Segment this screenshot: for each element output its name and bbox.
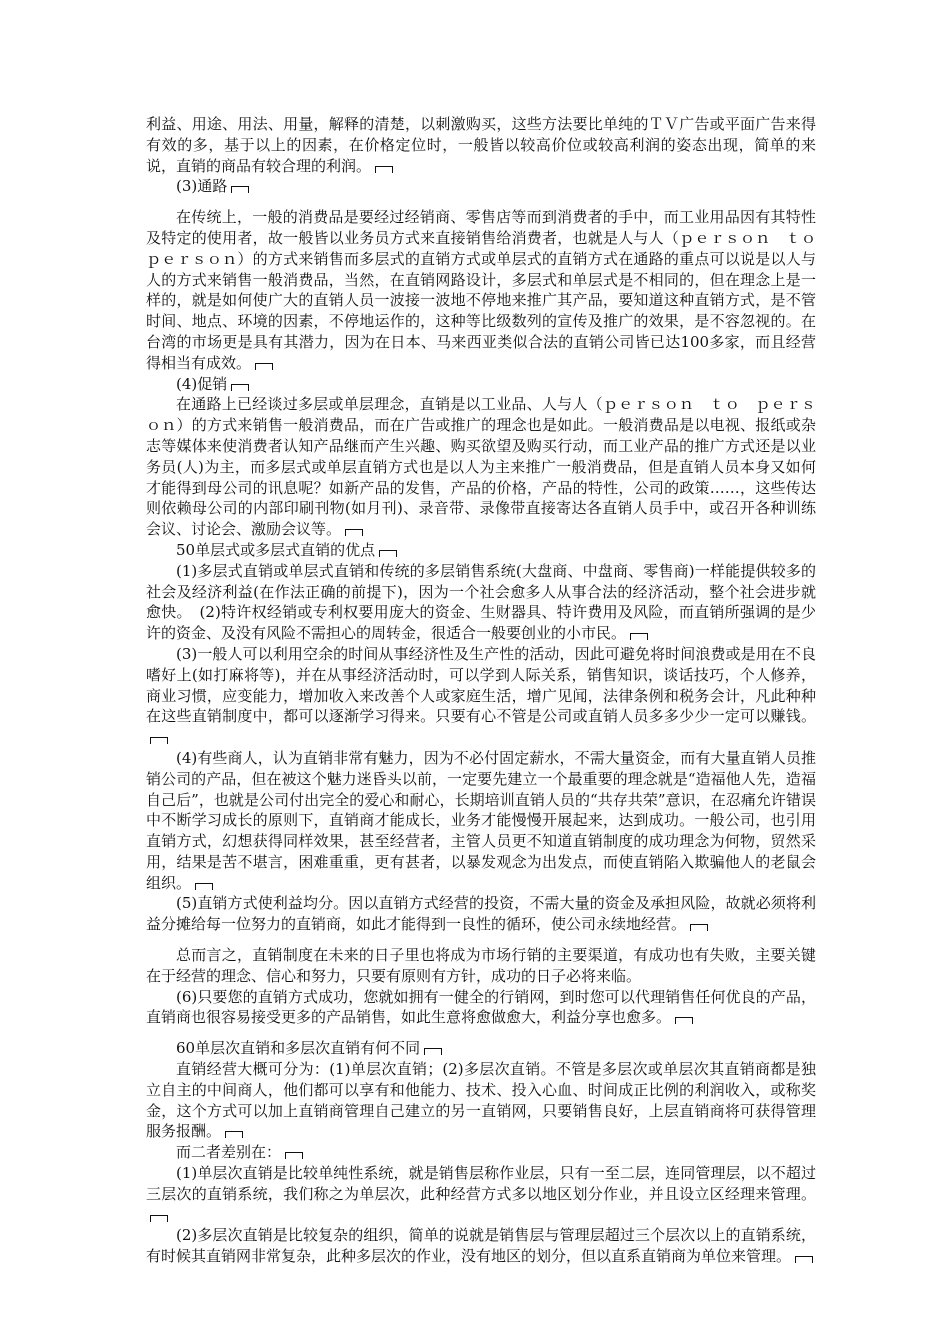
section-heading: (4)促销 bbox=[146, 374, 816, 395]
paragraph: (5)直销方式使利益均分。因以直销方式经营的投资，不需大量的资金及承担风险，故就必须将利益分摊给每一位努力的直销商，如此才能得到一良性的循环，使公司永续地经营。 bbox=[146, 894, 816, 934]
document-body bbox=[146, 114, 832, 1267]
paragraph: 利益、用途、用法、用量，解释的清楚，以刺激购买，这些方法要比单纯的ＴＶ广告或平面广告来得有效的多，基于以上的因素，在价格定位时，一般皆以较高价位或较高利润的姿态出现，简单的来说，直销的商品有较合理的利润。 bbox=[146, 115, 816, 175]
paragraph: 在通路上已经谈过多层或单层理念，直销是以工业品、人与人（ｐｅｒｓｏｎ ｔｏ ｐｅｒｓｏｎ）的方式来销售一般消费品，而在广告或推广的理念也是如此。一般消费品是以电视、报纸或杂志等媒体来使消费者认知产品继而产生兴趣、购买欲望及购买行动，而工业产品的推广方式还是以业务员(人)为主，而多层式或单层直销方式也是以人为主来推广一般消费品，但是直销人员本身又如何才能得到母公司的讯息呢？如新产品的发售，产品的价格，产品的特性，公司的政策……，这些传达则依赖母公司的内部印刷刊物(如月刊)、录音带、录像带直接寄达各直销人员手中，或召开各种训练会议、讨论会、激励会议等。 bbox=[146, 395, 816, 539]
paragraph: 总而言之，直销制度在未来的日子里也将成为市场行销的主要渠道，有成功也有失败，主要关键在于经营的理念、信心和努力，只要有原则有方针，成功的日子必将来临。 bbox=[146, 946, 816, 985]
paragraph-mark-icon bbox=[231, 384, 249, 391]
paragraph-mark-icon bbox=[690, 924, 708, 931]
paragraph-mark-icon bbox=[675, 1017, 693, 1024]
paragraph-mark-icon bbox=[375, 166, 393, 173]
paragraph-mark-icon bbox=[795, 1256, 813, 1263]
paragraph: (6)只要您的直销方式成功，您就如拥有一健全的行销网，到时您可以代理销售任何优良的产品，直销商也很容易接受更多的产品销售，如此生意将愈做愈大，利益分享也愈多。 bbox=[146, 987, 816, 1027]
paragraph-mark-icon bbox=[195, 883, 213, 890]
paragraph-mark-icon bbox=[150, 1215, 168, 1222]
paragraph: 直销经营大概可分为：(1)单层次直销；(2)多层次直销。不管是多层次或单层次其直销商都是独立自主的中间商人，他们都可以享有和他能力、技术、投入心血、时间成正比例的利润收入，或称奖金，这个方式可以加上直销商管理自己建立的另一直销网，只要销售良好，上层直销商将可获得管理服务报酬。 bbox=[146, 1060, 816, 1141]
paragraph-mark-icon bbox=[379, 550, 397, 557]
paragraph-mark-icon bbox=[255, 363, 273, 370]
paragraph: (1)多层式直销或单层式直销和传统的多层销售系统(大盘商、中盘商、零售商)一样能提供较多的社会及经济利益(在作法正确的前提下)，因为一个社会愈多人从事合法的经济活动，整个社会进步就愈快。 (2)特许权经销或专利权要用庞大的资金、生财器具、特许费用及风险，而直销所强调的是少许的资金、及没有风险不需担心的周转金，很适合一般要创业的小市民。 bbox=[146, 561, 816, 643]
paragraph: 而二者差别在： bbox=[146, 1142, 816, 1163]
paragraph-mark-icon bbox=[231, 186, 249, 193]
paragraph-mark-icon bbox=[150, 737, 168, 744]
paragraph: 在传统上，一般的消费品是要经过经销商、零售店等而到消费者的手中，而工业用品因有其特性及特定的使用者，故一般皆以业务员方式来直接销售给消费者，也就是人与人（ｐｅｒｓｏｎ ｔｏ ｐｅｒｓｏｎ）的方式来销售而多层式的直销方式或单层式的直销方式在通路的重点可以说是以人与人的方式来销售一般消费品，当然，在直销网路设计，多层式和单层式是不相同的，但在理念上是一样的，就是如何使广大的直销人员一波接一波地不停地来推广其产品，要知道这种直销方式，是不管时间、地点、环境的因素，不停地运作的，这种等比级数列的宣传及推广的效果，是不容忽视的。在台湾的市场更是具有其潜力，因为在日本、马来西亚类似合法的直销公司皆已达100多家，而且经营得相当有成效。 bbox=[146, 208, 832, 372]
paragraph-mark-icon bbox=[424, 1048, 442, 1055]
section-heading: 60单层次直销和多层次直销有何不同 bbox=[146, 1038, 816, 1059]
paragraph-mark-icon bbox=[225, 1131, 243, 1138]
section-heading: (3)通路 bbox=[146, 176, 816, 197]
paragraph: (2)多层次直销是比较复杂的组织，简单的说就是销售层与管理层超过三个层次以上的直销系统，有时候其直销网非常复杂，此种多层次的作业，没有地区的划分，但以直系直销商为单位来管理。 bbox=[146, 1226, 816, 1266]
paragraph-mark-icon bbox=[345, 529, 363, 536]
paragraph: (1)单层次直销是比较单纯性系统，就是销售层称作业层，只有一至二层，连同管理层，以不超过三层次的直销系统，我们称之为单层次，此种经营方式多以地区划分作业，并且设立区经理来管理。 bbox=[146, 1163, 816, 1225]
paragraph: (4)有些商人，认为直销非常有魅力，因为不必付固定薪水，不需大量资金，而有大量直销人员推销公司的产品，但在被这个魅力迷昏头以前，一定要先建立一个最重要的理念就是“造福他人先，造福自己后”，也就是公司付出完全的爱心和耐心，长期培训直销人员的“共存共荣”意识，在忍痛允许错误中不断学习成长的原则下，直销商才能成长，业务才能慢慢开展起来，达到成功。一般公司，也引用直销方式，幻想获得同样效果，甚至经营者，主管人员更不知道直销制度的成功理念为何物，贸然采用，结果是苦不堪言，困难重重，更有甚者，以暴发观念为出发点，而使直销陷入欺骗他人的老鼠会组织。 bbox=[146, 748, 816, 892]
paragraph-mark-icon bbox=[285, 1152, 303, 1159]
section-heading: 50单层式或多层式直销的优点 bbox=[146, 540, 816, 561]
paragraph-mark-icon bbox=[630, 633, 648, 640]
paragraph: (3)一般人可以利用空余的时间从事经济性及生产性的活动，因此可避免将时间浪费或是用在不良嗜好上(如打麻将等)，并在从事经济活动时，可以学到人际关系，销售知识，谈话技巧，个人修养，商业习惯，应变能力，增加收入来改善个人或家庭生活，增广见闻，法律条例和税务会计，凡此种种在这些直销制度中，都可以逐渐学习得来。只要有心不管是公司或直销人员多多少少一定可以赚钱。 bbox=[146, 644, 816, 748]
